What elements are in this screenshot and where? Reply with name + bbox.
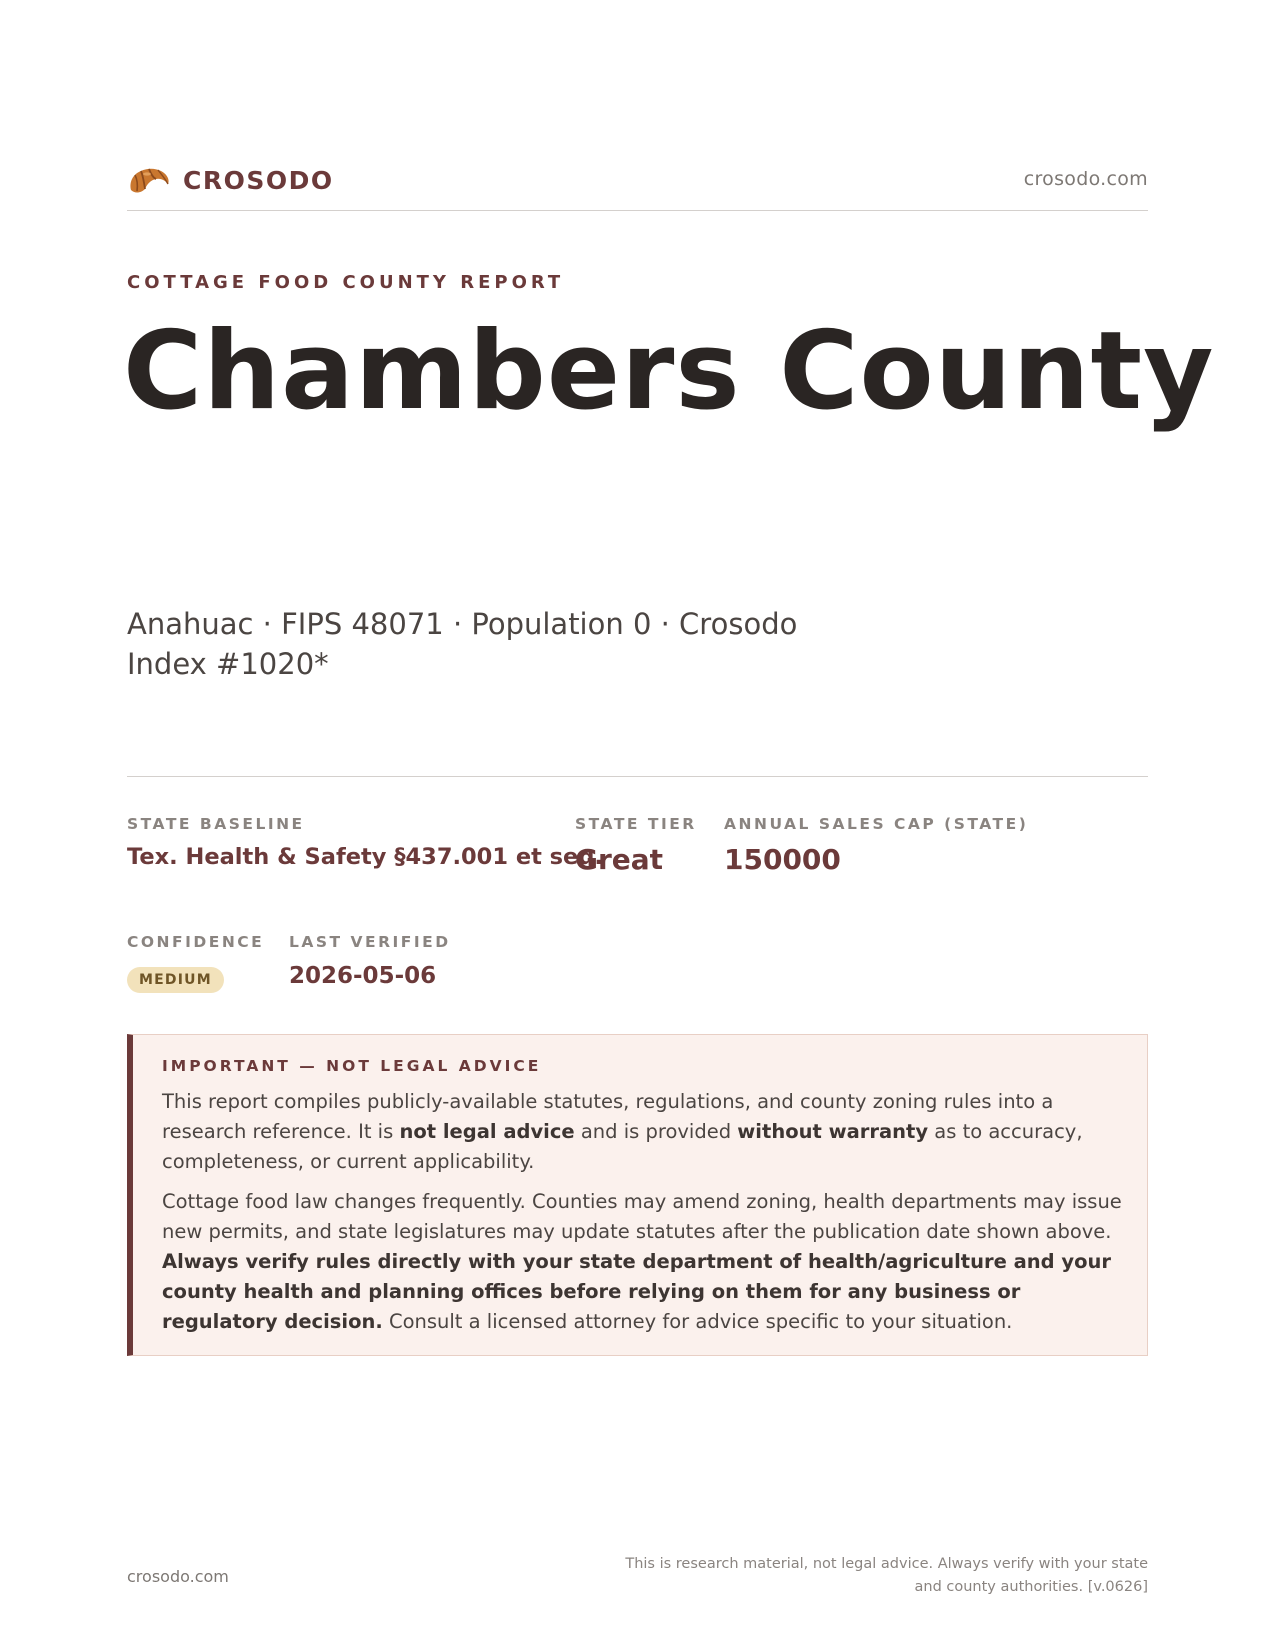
stat-confidence bbox=[127, 933, 264, 993]
stat-last-verified bbox=[289, 933, 451, 989]
notice-text: and is provided bbox=[574, 1120, 738, 1143]
notice-text: This report compiles publicly-available statutes, regulations, and county zoning rules into a research reference. It is bbox=[162, 1090, 1054, 1143]
report-eyebrow: COTTAGE FOOD COUNTY REPORT bbox=[127, 272, 565, 293]
notice-text: Cottage food law changes frequently. Counties may amend zoning, health departments may issue new permits, and state legislatures may update statutes after the publication date shown above. bbox=[162, 1190, 1122, 1243]
notice-paragraph bbox=[162, 1187, 1123, 1337]
notice-text: as to accuracy, completeness, or current applicability. bbox=[162, 1120, 1083, 1173]
notice-emphasis: without warranty bbox=[737, 1120, 929, 1143]
brand-name: CROSODO bbox=[183, 165, 334, 195]
county-subtitle: Anahuac · FIPS 48071 · Population 0 · Crosodo Index #1020* bbox=[127, 607, 798, 681]
stat-value: Tex. Health & Safety §437.001 et seq. bbox=[127, 844, 603, 870]
stat-label: ANNUAL SALES CAP (STATE) bbox=[724, 815, 1029, 833]
footer-disclaimer-line: This is research material, not legal advice. Always verify with your state bbox=[625, 1556, 1148, 1572]
report-page bbox=[123, 0, 1215, 1650]
stat-value: Great bbox=[575, 843, 664, 876]
notice-text: Consult a licensed attorney for advice specific to your situation. bbox=[382, 1310, 1013, 1333]
stat-sales-cap bbox=[724, 815, 1028, 876]
stat-label: LAST VERIFIED bbox=[289, 933, 451, 951]
stat-state-tier bbox=[575, 815, 697, 876]
croissant-icon bbox=[127, 162, 171, 198]
stat-value: 150000 bbox=[724, 843, 841, 876]
stat-label: STATE BASELINE bbox=[127, 815, 305, 833]
notice-label: IMPORTANT — NOT LEGAL ADVICE bbox=[162, 1057, 542, 1075]
stat-label: CONFIDENCE bbox=[127, 933, 265, 951]
footer-disclaimer bbox=[608, 1553, 1148, 1599]
page-header bbox=[127, 158, 1148, 211]
divider bbox=[127, 776, 1148, 777]
brand[interactable] bbox=[127, 162, 334, 198]
footer-disclaimer-line: and county authorities. [v.0626] bbox=[914, 1579, 1148, 1595]
notice-emphasis: not legal advice bbox=[399, 1120, 575, 1143]
stat-value: 2026-05-06 bbox=[289, 963, 437, 989]
county-title: Chambers County bbox=[123, 309, 1215, 434]
confidence-badge: MEDIUM bbox=[127, 967, 224, 993]
footer-site-link[interactable]: crosodo.com bbox=[127, 1567, 229, 1586]
stat-label: STATE TIER bbox=[575, 815, 697, 833]
notice-emphasis: Always verify rules directly with your state department of health/agriculture and your county health and planning offices before relying on them for any business or regulatory decision. bbox=[162, 1250, 1112, 1333]
legal-notice bbox=[127, 1034, 1148, 1356]
site-link[interactable]: crosodo.com bbox=[1023, 168, 1148, 190]
notice-paragraph bbox=[162, 1087, 1123, 1177]
stat-state-baseline bbox=[127, 815, 603, 870]
